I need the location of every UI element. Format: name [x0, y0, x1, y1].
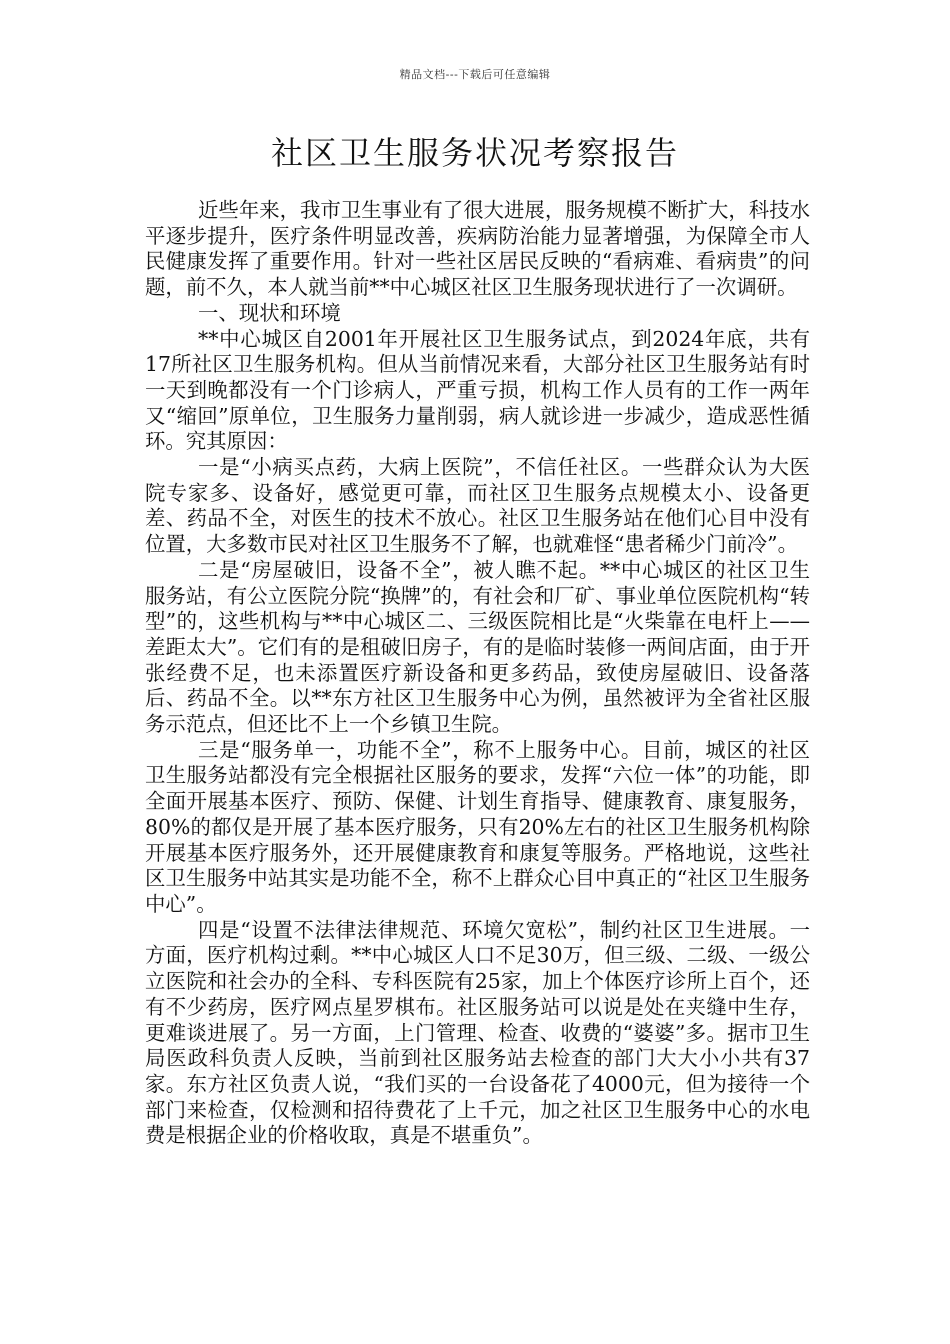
header-note: 精品文档---下载后可任意编辑 [399, 68, 551, 81]
paragraph-overview: **中心城区自2001年开展社区卫生服务试点，到2024年底，共有17所社区卫生服务机构。但从当前情况来看，大部分社区卫生服务站有时一天到晚都没有一个门诊病人，严重亏损，机构工作人员有的工作一两年又“缩回”原单位，卫生服务力量削弱，病人就诊进一步减少，造成恶性循环。究其原因： [145, 326, 810, 454]
paragraph-reason-2: 二是“房屋破旧，设备不全”，被人瞧不起。**中心城区的社区卫生服务站，有公立医院分院“换牌”的，有社会和厂矿、事业单位医院机构“转型”的，这些机构与**中心城区二、三级医院相比是“火柴靠在电杆上——差距太大”。它们有的是租破旧房子，有的是临时装修一两间店面，由于开张经费不足，也未添置医疗新设备和更多药品，致使房屋破旧、设备落后、药品不全。以**东方社区卫生服务中心为例，虽然被评为全省社区服务示范点，但还比不上一个乡镇卫生院。 [145, 557, 810, 737]
section-heading-status: 一、现状和环境 [198, 300, 341, 325]
document-title: 社区卫生服务状况考察报告 [270, 134, 679, 172]
document-body [145, 198, 810, 1149]
paragraph-reason-3: 三是“服务单一，功能不全”，称不上服务中心。目前，城区的社区卫生服务站都没有完全根据社区服务的要求，发挥“六位一体”的功能，即全面开展基本医疗、预防、保健、计划生育指导、健康教育、康复服务，80%的都仅是开展了基本医疗服务，只有20%左右的社区卫生服务机构除开展基本医疗服务外，还开展健康教育和康复等服务。严格地说，这些社区卫生服务中站其实是功能不全，称不上群众心目中真正的“社区卫生服务中心”。 [145, 737, 810, 916]
paragraph-intro: 近些年来，我市卫生事业有了很大进展，服务规模不断扩大，科技水平逐步提升，医疗条件明显改善，疾病防治能力显著增强，为保障全市人民健康发挥了重要作用。针对一些社区居民反映的“看病难、看病贵”的问题，前不久，本人就当前**中心城区社区卫生服务现状进行了一次调研。 [145, 198, 810, 300]
paragraph-reason-1: 一是“小病买点药，大病上医院”，不信任社区。一些群众认为大医院专家多、设备好，感觉更可靠，而社区卫生服务点规模太小、设备更差、药品不全，对医生的技术不放心。社区卫生服务站在他们心目中没有位置，大多数市民对社区卫生服务不了解，也就难怪“患者稀少门前冷”。 [145, 455, 810, 557]
paragraph-reason-4: 四是“设置不法律法律规范、环境欠宽松”，制约社区卫生进展。一方面，医疗机构过剩。**中心城区人口不足30万，但三级、二级、一级公立医院和社会办的全科、专科医院有25家，加上个体医疗诊所上百个，还有不少药房，医疗网点星罗棋布。社区服务站可以说是处在夹缝中生存，更难谈进展了。另一方面，上门管理、检查、收费的“婆婆”多。据市卫生局医政科负责人反映，当前到社区服务站去检查的部门大大小小共有37家。东方社区负责人说，“我们买的一台设备花了4000元，但为接待一个部门来检查，仅检测和招待费花了上千元，加之社区卫生服务中心的水电费是根据企业的价格收取，真是不堪重负”。 [145, 917, 810, 1148]
